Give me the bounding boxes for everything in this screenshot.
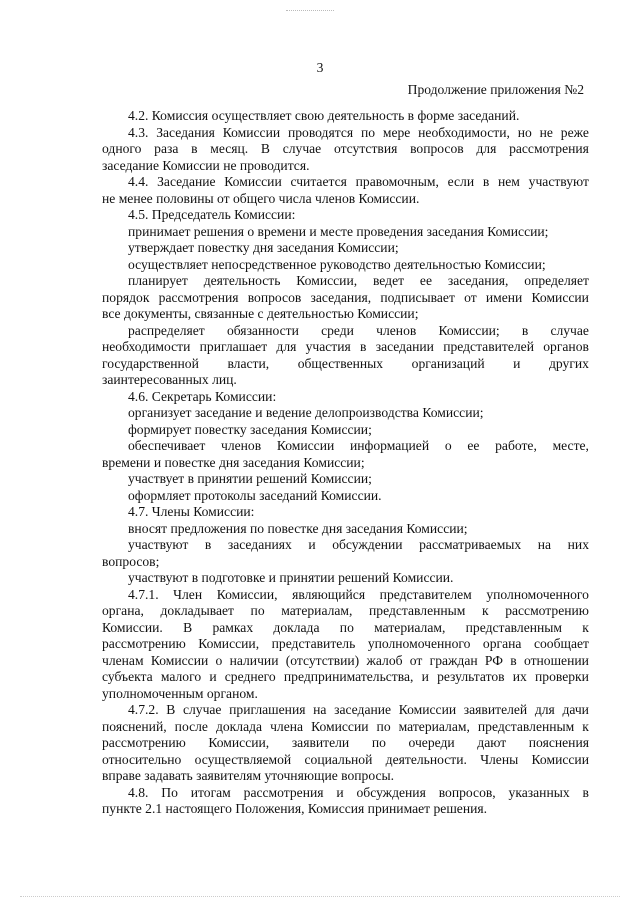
text-line: 4.8. По итогам рассмотрения и обсуждения вопросов, указанных в — [128, 784, 589, 800]
text-line: все документы, связанные с деятельностью Комиссии; — [102, 306, 419, 321]
text-line: оформляет протоколы заседаний Комиссии. — [128, 487, 382, 503]
text-line: заседание Комиссии не проводится. — [102, 157, 310, 173]
text-line: порядок рассмотрения вопросов заседания, подписывает от имени Комиссии — [102, 289, 589, 305]
text-line: 4.4. Заседание Комиссии считается правомочным, если в нем участвуют — [128, 174, 589, 189]
text-line: не менее половины от общего числа членов Комиссии. — [102, 190, 420, 206]
text-line: участвует в принятии решений Комиссии; — [128, 471, 372, 486]
text-line: распределяет обязанности среди членов Комиссии; в случае — [128, 322, 589, 338]
text-line: 4.7.1. Член Комиссии, являющийся представителем уполномоченного — [128, 586, 589, 602]
text-line: утверждает повестку дня заседания Комиссии; — [128, 240, 399, 255]
text-line: формирует повестку заседания Комиссии; — [128, 421, 372, 437]
scan-artifact-top — [286, 10, 334, 12]
text-line: органа, докладывает по материалам, представленным к рассмотрению — [102, 603, 589, 618]
text-line: 4.5. Председатель Комиссии: — [128, 207, 296, 222]
text-line: субъекта малого и среднего предпринимательства, и результатов их проверки — [102, 669, 589, 684]
text-line: вносят предложения по повестке дня заседания Комиссии; — [128, 520, 468, 536]
text-line: обеспечивает членов Комиссии информацией о ее работе, месте, — [128, 438, 589, 453]
text-line: организует заседание и ведение делопроизводства Комиссии; — [128, 405, 484, 420]
text-line: планирует деятельность Комиссии, ведет ее заседания, определяет — [128, 273, 589, 288]
text-line: принимает решения о времени и месте проведения заседания Комиссии; — [128, 223, 549, 239]
text-line: 4.2. Комиссия осуществляет свою деятельность в форме заседаний. — [128, 108, 520, 123]
text-line: 4.7.2. В случае приглашения на заседание Комиссии заявителей для дачи — [128, 702, 589, 717]
text-line: относительно осуществляемой социальной деятельности. Члены Комиссии — [102, 751, 589, 767]
text-line: одного раза в месяц. В случае отсутствия вопросов для рассмотрения — [102, 141, 589, 156]
text-line: 4.6. Секретарь Комиссии: — [128, 388, 277, 404]
appendix-continuation-note: Продолжение приложения №2 — [407, 82, 584, 97]
text-line: уполномоченным органом. — [102, 685, 258, 701]
text-line: вправе задавать заявителям уточняющие вопросы. — [102, 768, 395, 783]
document-body — [102, 108, 589, 818]
text-line: времени и повестке дня заседания Комиссии; — [102, 454, 365, 470]
text-line: государственной власти, общественных организаций и других — [102, 355, 589, 371]
text-line: пункте 2.1 настоящего Положения, Комиссия принимает решения. — [102, 801, 488, 816]
page-number: 3 — [316, 60, 324, 75]
text-line: Комиссии. В рамках доклада по материалам, представленным к — [102, 619, 589, 635]
scan-artifact-bottom — [20, 896, 620, 898]
text-line: необходимости приглашает для участия в заседании представителей органов — [102, 339, 589, 354]
text-line: заинтересованных лиц. — [102, 372, 237, 387]
text-line: рассмотрению Комиссии, представитель уполномоченного органа сообщает — [102, 636, 589, 651]
text-line: пояснений, после доклада члена Комиссии по материалам, представленным к — [102, 718, 589, 734]
text-line: 4.3. Заседания Комиссии проводятся по мере необходимости, но не реже — [128, 124, 589, 140]
text-line: осуществляет непосредственное руководство деятельностью Комиссии; — [128, 256, 546, 272]
text-line: участвуют в подготовке и принятии решений Комиссии. — [128, 570, 454, 585]
text-line: вопросов; — [102, 553, 160, 569]
text-line: 4.7. Члены Комиссии: — [128, 504, 255, 519]
text-line: рассмотрению Комиссии, заявители по очереди дают пояснения — [102, 735, 589, 750]
text-line: членам Комиссии о наличии (отсутствии) жалоб от граждан РФ в отношении — [102, 652, 589, 668]
text-line: участвуют в заседаниях и обсуждении рассматриваемых на них — [128, 537, 589, 552]
